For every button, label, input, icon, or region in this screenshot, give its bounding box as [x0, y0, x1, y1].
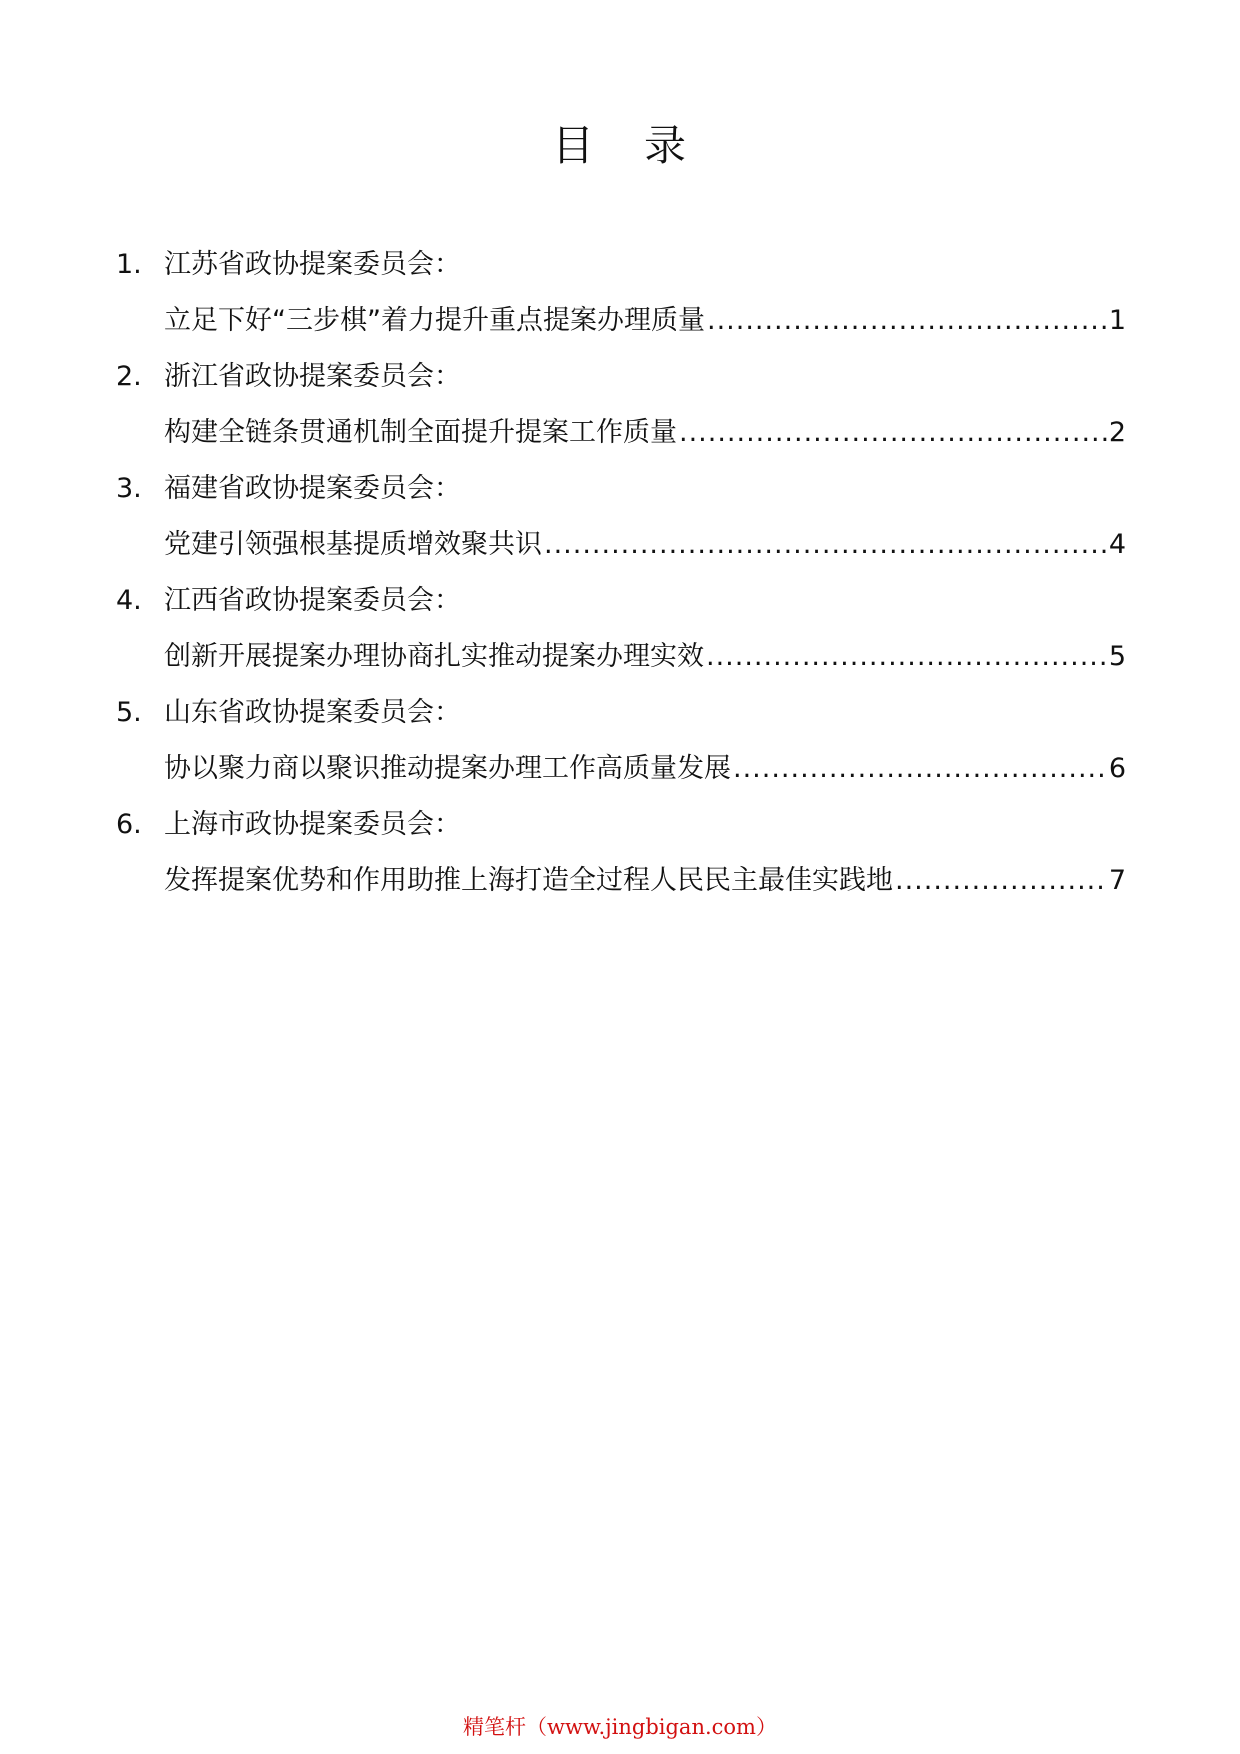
toc-entry-4 [116, 573, 1126, 685]
toc-entry-page: 1 [1108, 305, 1126, 336]
toc-entry-page: 6 [1108, 753, 1126, 784]
toc-entry-title: 立足下好“三步棋”着力提升重点提案办理质量 [164, 305, 705, 336]
toc-entry-link[interactable] [116, 293, 1126, 349]
toc-entry-page: 2 [1108, 417, 1126, 448]
toc-entry-link[interactable] [116, 405, 1126, 461]
toc-leader-dots [679, 405, 1107, 461]
toc-entry-title: 创新开展提案办理协商扎实推动提案办理实效 [164, 641, 704, 672]
toc-entry-link[interactable] [116, 517, 1126, 573]
toc-entry-org-line [116, 349, 1126, 405]
toc-entry-link[interactable] [116, 741, 1126, 797]
page-title [0, 118, 1240, 174]
toc-entry-org: 上海市政协提案委员会： [164, 809, 461, 840]
toc-entry-org-line [116, 573, 1126, 629]
toc-entry-org-line [116, 461, 1126, 517]
toc-entry-title: 发挥提案优势和作用助推上海打造全过程人民民主最佳实践地 [164, 865, 893, 896]
toc-entry-number: 2. [116, 361, 142, 392]
title-char-1: 目 [551, 121, 596, 170]
toc-entry-org-line [116, 685, 1126, 741]
toc-entry-number: 3. [116, 473, 142, 504]
toc-leader-dots [706, 629, 1107, 685]
toc-entry-org: 浙江省政协提案委员会： [164, 361, 461, 392]
toc-entry-org: 江苏省政协提案委员会： [164, 249, 461, 280]
toc-leader-dots [544, 517, 1107, 573]
toc-entry-page: 5 [1108, 641, 1126, 672]
toc-entry-org: 福建省政协提案委员会： [164, 473, 461, 504]
toc-entry-title: 党建引领强根基提质增效聚共识 [164, 529, 542, 560]
toc-entry-page: 7 [1108, 865, 1126, 896]
toc-entry-title: 构建全链条贯通机制全面提升提案工作质量 [164, 417, 677, 448]
toc-entry-number: 1. [116, 249, 142, 280]
footer-watermark: 精笔杆（www.jingbigan.com） [463, 1715, 777, 1739]
toc-entry-number: 5. [116, 697, 142, 728]
toc-entry-5 [116, 685, 1126, 797]
toc-entry-org-line [116, 237, 1126, 293]
toc-entry-page: 4 [1108, 529, 1126, 560]
title-char-2: 录 [644, 121, 689, 170]
toc-entry-org-line [116, 797, 1126, 853]
toc-leader-dots [895, 853, 1107, 909]
toc-entry-link[interactable] [116, 853, 1126, 909]
toc-entry-link[interactable] [116, 629, 1126, 685]
toc-entry-3 [116, 461, 1126, 573]
toc-leader-dots [733, 741, 1107, 797]
toc-entry-title: 协以聚力商以聚识推动提案办理工作高质量发展 [164, 753, 731, 784]
toc-entry-2 [116, 349, 1126, 461]
toc-entry-6 [116, 797, 1126, 909]
table-of-contents [116, 237, 1126, 909]
toc-entry-org: 山东省政协提案委员会： [164, 697, 461, 728]
toc-entry-1 [116, 237, 1126, 349]
toc-leader-dots [707, 293, 1107, 349]
toc-entry-org: 江西省政协提案委员会： [164, 585, 461, 616]
toc-entry-number: 4. [116, 585, 142, 616]
toc-entry-number: 6. [116, 809, 142, 840]
